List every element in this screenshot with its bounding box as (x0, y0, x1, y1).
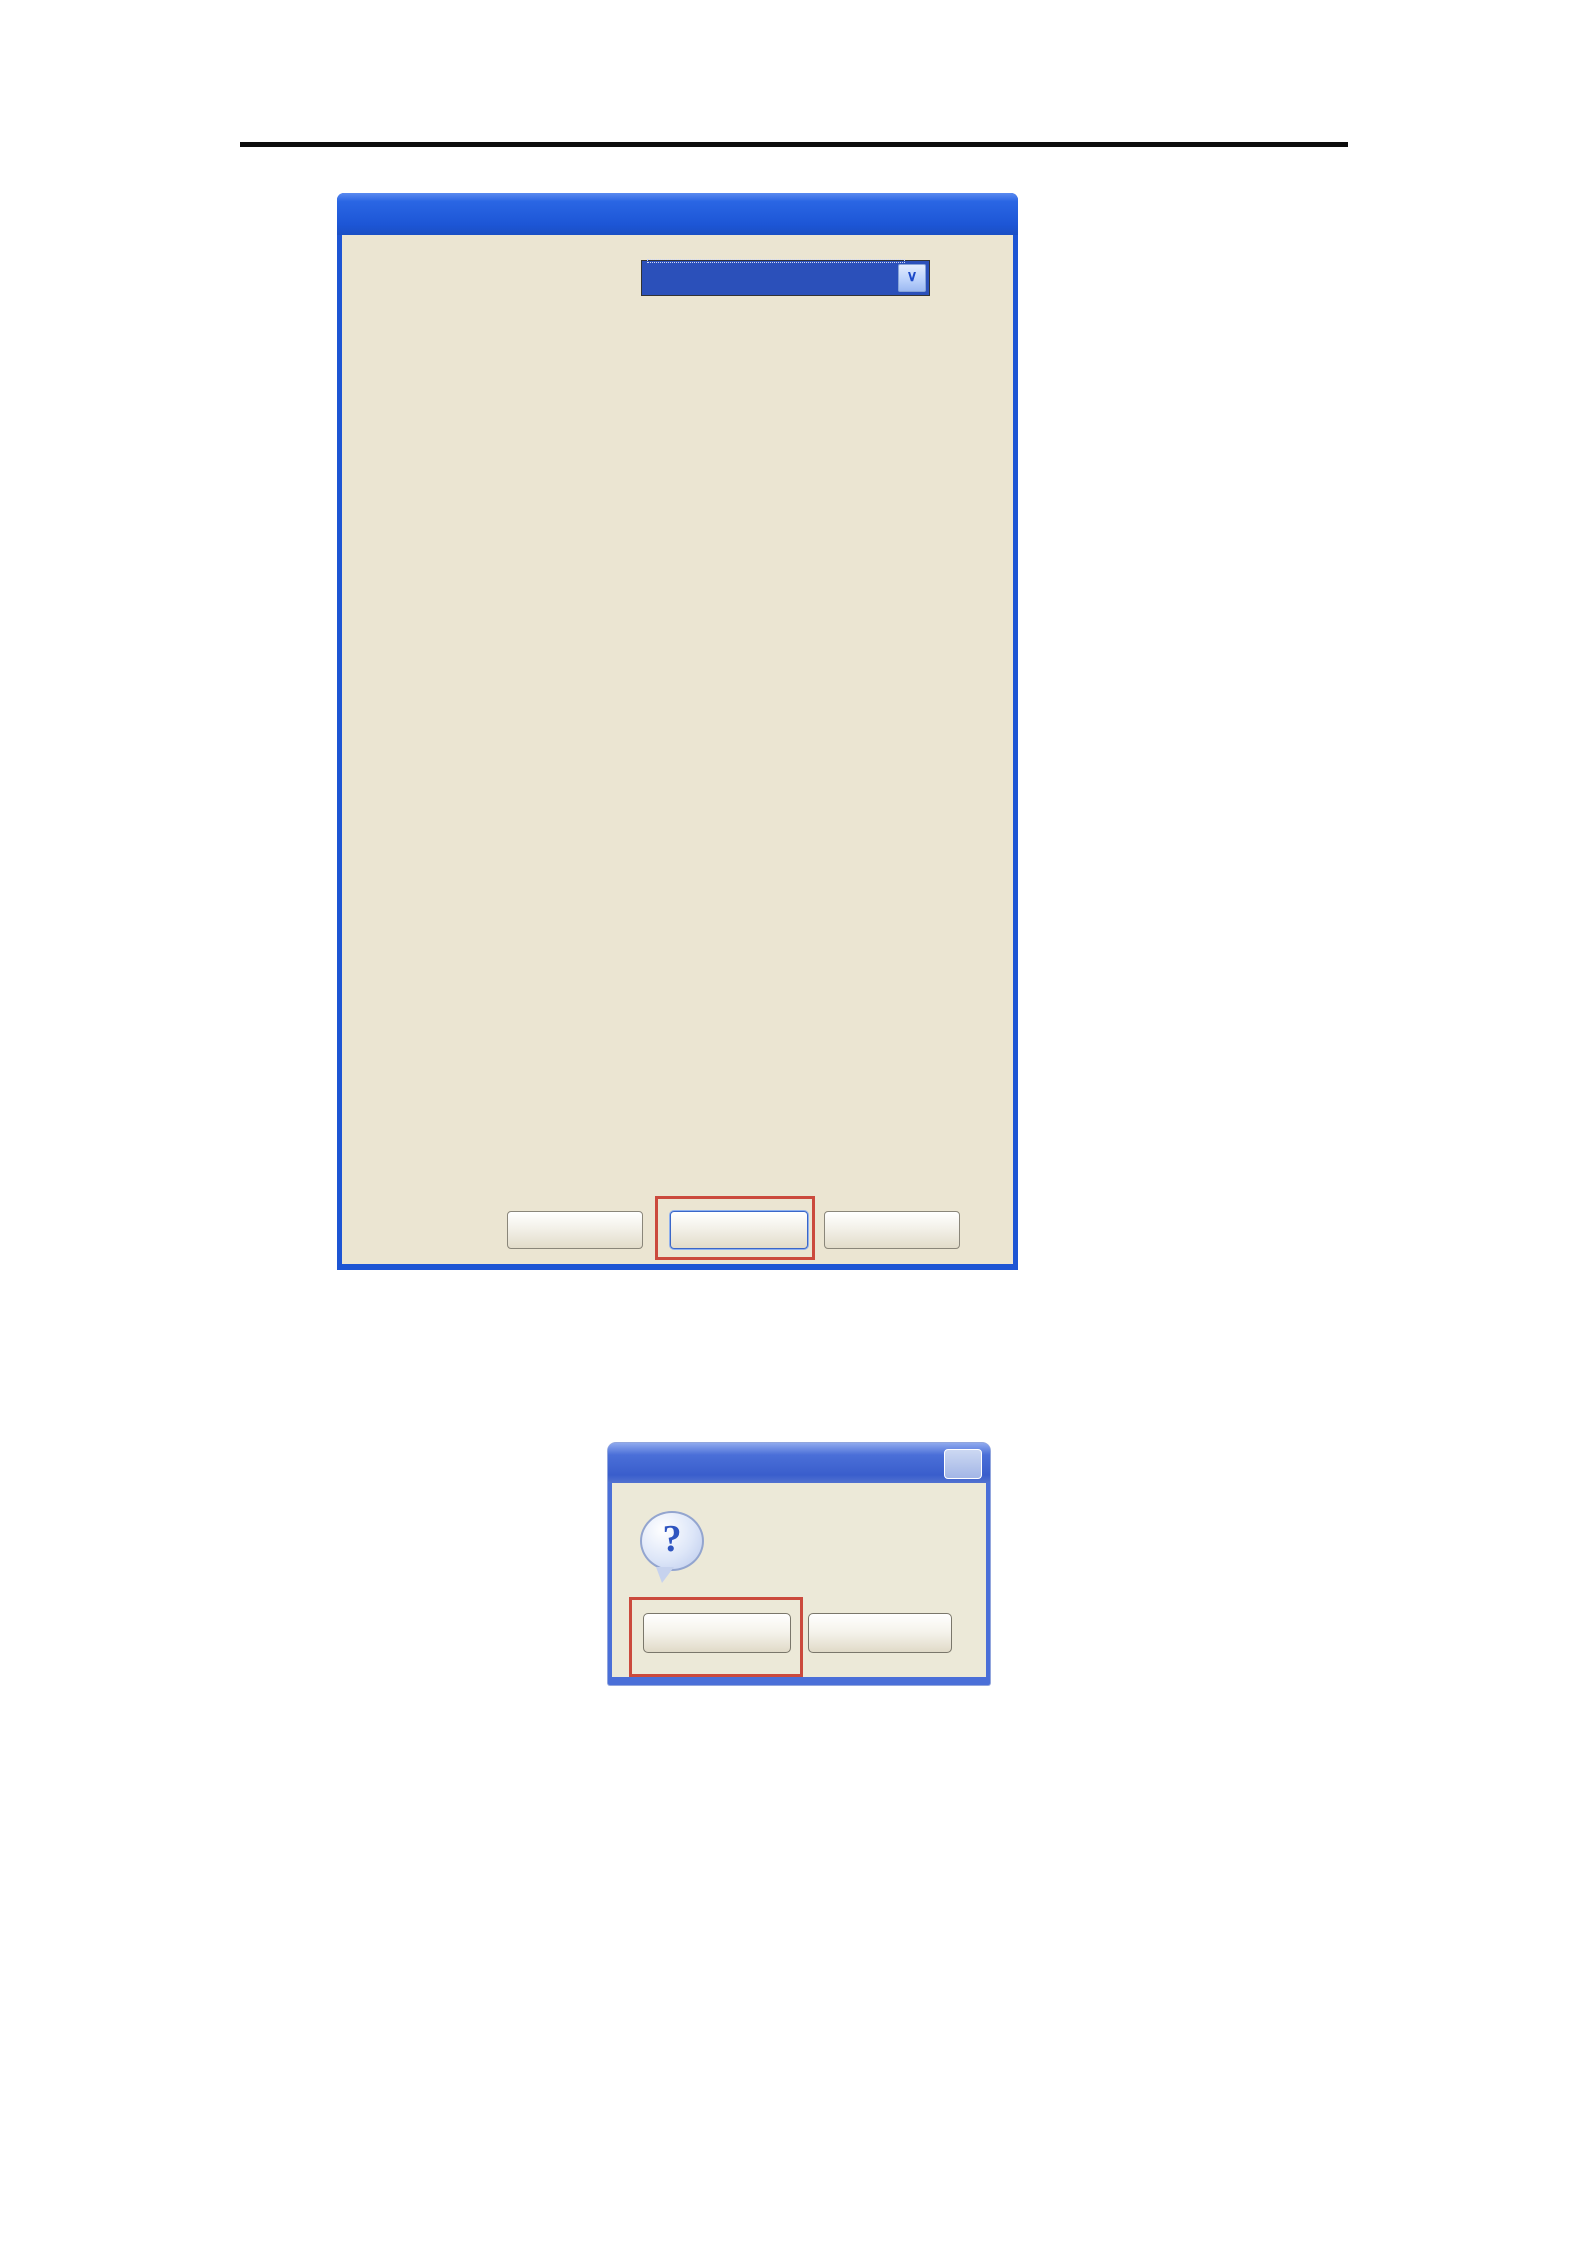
setup-motor-dialog-body (342, 235, 1013, 1264)
cancel-button[interactable] (507, 1211, 643, 1249)
motor-type-combobox[interactable] (641, 260, 930, 296)
yes-highlight-box (629, 1597, 803, 1677)
no-button[interactable] (808, 1613, 952, 1653)
drivegui-dialog (608, 1443, 990, 1685)
question-icon: ? (640, 1511, 704, 1571)
question-icon-tail (656, 1567, 674, 1583)
chevron-down-icon[interactable]: ∨ (898, 264, 926, 292)
motor-type-row (342, 260, 1013, 296)
help-button[interactable] (824, 1211, 960, 1249)
drivegui-dialog-body (612, 1483, 986, 1677)
setup-motor-dialog (337, 193, 1018, 1270)
setup-motor-titlebar[interactable] (337, 193, 1018, 235)
drivegui-titlebar[interactable] (608, 1443, 990, 1483)
close-icon[interactable] (944, 1449, 982, 1479)
done-highlight-box (655, 1196, 815, 1260)
top-divider (240, 142, 1348, 147)
